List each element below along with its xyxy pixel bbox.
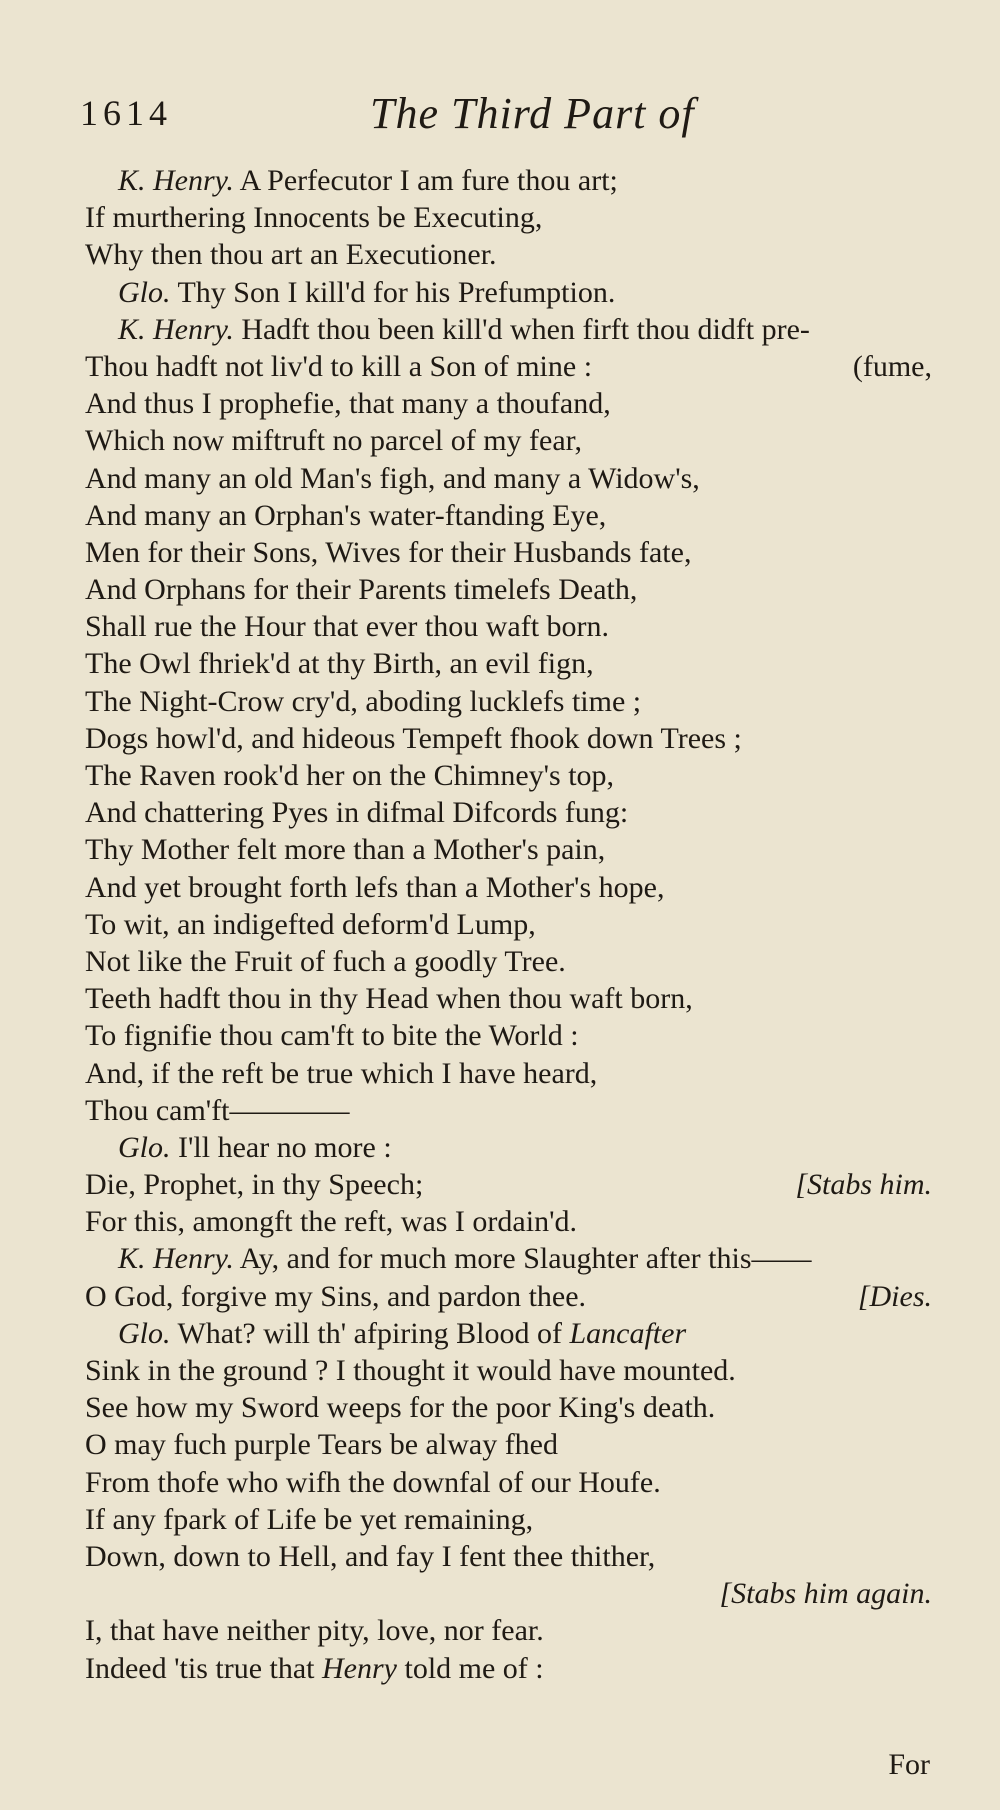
verse-line	[0, 1575, 1000, 1612]
line-text	[118, 274, 615, 311]
line-text	[118, 1240, 812, 1277]
line-text	[85, 571, 637, 608]
speaker-name: K. Henry.	[118, 312, 234, 346]
line-body: And Orphans for their Parents timelefs Death,	[85, 573, 638, 607]
line-body: For this, amongft the reft, was I ordain'd.	[85, 1205, 577, 1239]
italic-name: Lancafter	[569, 1316, 687, 1350]
line-body: O may fuch purple Tears be alway fhed	[85, 1428, 558, 1462]
line-body: Which now miftruft no parcel of my fear,	[85, 424, 582, 458]
line-body: See how my Sword weeps for the poor King's death.	[85, 1391, 716, 1425]
line-body: Shall rue the Hour that ever thou waft born.	[85, 610, 610, 644]
line-body: I, that have neither pity, love, nor fear.	[85, 1614, 544, 1648]
line-body: I'll hear no more :	[170, 1130, 392, 1164]
verse-line	[0, 1017, 1000, 1054]
line-body: The Raven rook'd her on the Chimney's top,	[85, 759, 615, 792]
verse-line	[0, 906, 1000, 943]
line-body: Why then thou art an Executioner.	[85, 238, 497, 272]
line-text	[85, 608, 609, 645]
line-text	[85, 683, 641, 720]
line-body: From thofe who wifh the downfal of our Houfe.	[85, 1465, 661, 1499]
line-text	[85, 422, 582, 459]
verse-line	[0, 1426, 1000, 1463]
line-body: Dogs howl'd, and hideous Tempeft fhook down Trees ;	[85, 721, 742, 755]
line-body: A Perfecutor I am fure thou art;	[233, 164, 618, 197]
verse-line	[0, 943, 1000, 980]
verse-line	[0, 1203, 1000, 1240]
verse-line	[0, 831, 1000, 868]
verse-line	[0, 1129, 1000, 1166]
stage-direction: [Stabs him.	[795, 1168, 932, 1202]
verse-line	[0, 720, 1000, 757]
line-body: And chattering Pyes in difmal Difcords fung:	[85, 796, 629, 830]
speaker-name: K. Henry.	[118, 1242, 234, 1276]
line-text	[85, 385, 611, 422]
verse-line	[0, 1389, 1000, 1426]
speaker-name: Glo.	[118, 275, 171, 309]
verse-line	[0, 422, 1000, 459]
verse-line	[0, 1278, 1000, 1315]
line-body: The Owl fhriek'd at thy Birth, an evil fign,	[85, 647, 594, 681]
page-header	[0, 88, 1000, 148]
line-text	[85, 348, 592, 385]
line-text	[85, 236, 497, 273]
verse-line	[0, 348, 1000, 385]
verse-line	[0, 1464, 1000, 1501]
turnover-word: (fume,	[852, 349, 932, 383]
line-text	[85, 199, 542, 236]
line-text	[85, 1278, 586, 1315]
verse-line	[0, 1352, 1000, 1389]
line-text	[85, 1426, 558, 1463]
stage-direction: [Stabs him again.	[719, 1577, 932, 1611]
running-title: The Third Part of	[370, 89, 695, 138]
line-body: Teeth hadft thou in thy Head when thou waft born,	[85, 982, 693, 1016]
line-text	[85, 460, 700, 497]
line-text	[85, 1017, 579, 1054]
line-text	[85, 534, 691, 571]
line-text	[85, 1203, 577, 1240]
verse-line	[0, 757, 1000, 794]
line-body: The Night-Crow cry'd, aboding lucklefs time ;	[85, 684, 642, 718]
line-text	[85, 1650, 544, 1687]
verse-line	[0, 608, 1000, 645]
line-body: Thou cam'ft————	[85, 1093, 350, 1127]
line-text	[118, 1129, 392, 1166]
line-body: Thy Son I kill'd for his Prefumption.	[170, 275, 616, 309]
line-text	[85, 1055, 597, 1092]
line-body: Sink in the ground ? I thought it would have mounted.	[85, 1354, 736, 1387]
verse-line	[0, 162, 1000, 199]
verse-line	[0, 385, 1000, 422]
line-text	[85, 1389, 715, 1426]
verse-line	[0, 1055, 1000, 1092]
line-body: And thus I prophefie, that many a thoufand,	[85, 387, 611, 421]
line-text	[118, 1315, 686, 1352]
catchword: For	[888, 1748, 930, 1781]
line-body: If murthering Innocents be Executing,	[85, 201, 543, 235]
line-body: If any fpark of Life be yet remaining,	[85, 1502, 534, 1536]
line-body: Ay, and for much more Slaughter after this——	[233, 1242, 812, 1276]
line-body: O God, forgive my Sins, and pardon thee.	[85, 1279, 587, 1313]
line-body: Thy Mother felt more than a Mother's pain,	[85, 833, 606, 867]
verse-line	[0, 1612, 1000, 1649]
line-text	[85, 794, 628, 831]
line-body: Hadft thou been kill'd when firft thou didft pre-	[233, 312, 810, 346]
verse-text	[0, 162, 1000, 1687]
line-text	[85, 980, 693, 1017]
speaker-name: Glo.	[118, 1130, 171, 1164]
line-text	[85, 1464, 661, 1501]
verse-line	[0, 683, 1000, 720]
line-text	[85, 869, 664, 906]
line-text	[85, 1352, 736, 1389]
verse-line	[0, 1650, 1000, 1687]
speaker-name: Glo.	[118, 1316, 171, 1350]
verse-line	[0, 1315, 1000, 1352]
verse-line	[0, 236, 1000, 273]
verse-line	[0, 1166, 1000, 1203]
verse-line	[0, 1092, 1000, 1129]
verse-line	[0, 645, 1000, 682]
line-text	[85, 831, 605, 868]
verse-line	[0, 980, 1000, 1017]
line-text	[118, 311, 810, 348]
line-text	[85, 1166, 423, 1203]
page-number: 1614	[80, 93, 172, 133]
line-body: To wit, an indigefted deform'd Lump,	[85, 907, 536, 941]
line-text	[85, 720, 742, 757]
speaker-name: K. Henry.	[118, 164, 234, 197]
line-body: And yet brought forth lefs than a Mother's hope,	[85, 870, 665, 904]
line-body: Die, Prophet, in thy Speech;	[85, 1168, 424, 1202]
line-text	[85, 645, 594, 682]
line-body: Down, down to Hell, and fay I fent thee thither,	[85, 1539, 656, 1573]
line-body: And many an old Man's figh, and many a Widow's,	[85, 461, 700, 495]
line-body: And many an Orphan's water-ftanding Eye,	[85, 498, 607, 532]
line-text	[118, 162, 618, 199]
line-text	[85, 943, 566, 980]
line-text	[85, 757, 614, 794]
line-body: Not like the Fruit of fuch a goodly Tree.	[85, 944, 566, 978]
verse-line	[0, 1240, 1000, 1277]
line-text	[85, 1538, 655, 1575]
verse-line	[0, 460, 1000, 497]
line-text	[85, 906, 536, 943]
line-body: Thou hadft not liv'd to kill a Son of mine :	[85, 349, 593, 383]
line-text	[85, 1501, 533, 1538]
verse-line	[0, 274, 1000, 311]
stage-direction: [Dies.	[857, 1279, 932, 1313]
line-body: Men for their Sons, Wives for their Husbands fate,	[85, 535, 692, 569]
verse-line	[0, 199, 1000, 236]
line-body: And, if the reft be true which I have heard,	[85, 1056, 598, 1090]
line-body: What? will th' afpiring Blood of	[170, 1316, 570, 1350]
verse-line	[0, 869, 1000, 906]
line-text	[85, 497, 606, 534]
verse-line	[0, 534, 1000, 571]
verse-line	[0, 311, 1000, 348]
verse-line	[0, 1501, 1000, 1538]
verse-line	[0, 1538, 1000, 1575]
line-text	[85, 1092, 350, 1129]
verse-line	[0, 794, 1000, 831]
line-body-tail: told me of :	[396, 1651, 544, 1685]
verse-line	[0, 571, 1000, 608]
line-body: To fignifie thou cam'ft to bite the World :	[85, 1019, 579, 1053]
italic-name: Henry	[322, 1651, 397, 1685]
line-body: Indeed 'tis true that	[85, 1651, 322, 1685]
line-text	[85, 1612, 544, 1649]
verse-line	[0, 497, 1000, 534]
